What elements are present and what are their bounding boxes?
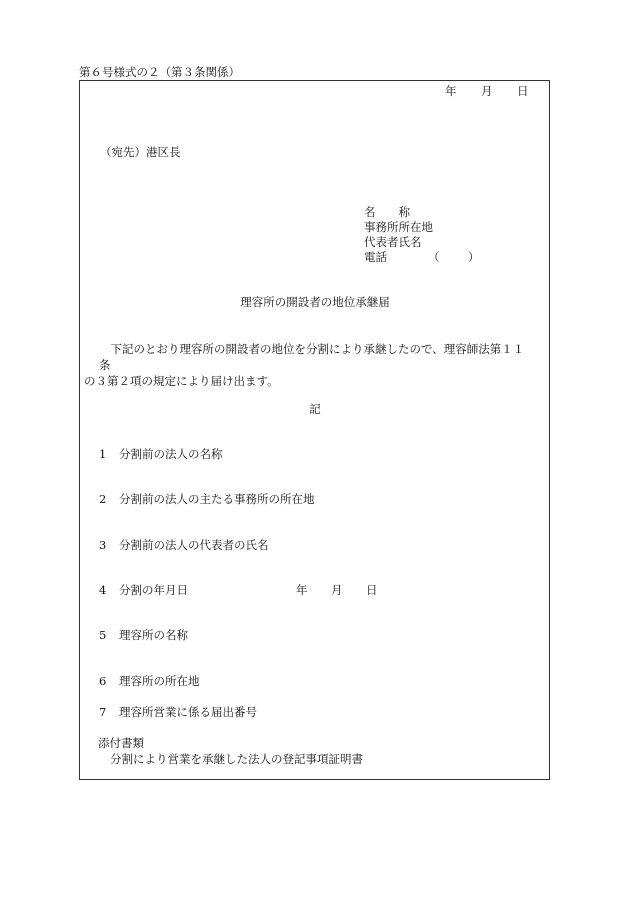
date-month-label: 月: [481, 84, 493, 98]
item-label: 理容所営業に係る届出番号: [119, 705, 257, 719]
applicant-representative-label: 代表者氏名: [364, 235, 422, 249]
item-label: 分割前の法人の名称: [119, 447, 223, 461]
item-number: 1: [99, 447, 107, 461]
split-date-day-label: 日: [366, 583, 378, 597]
split-date-month-label: 月: [331, 583, 343, 597]
attachment-item: 分割により営業を承継した法人の登記事項証明書: [110, 752, 363, 766]
addressee: （宛先）港区長: [100, 145, 181, 159]
body-line-2: の３第２項の規定により届け出ます。: [84, 374, 279, 388]
form-number-label: 第６号様式の２（第３条関係）: [79, 65, 240, 79]
item-label: 理容所の所在地: [119, 674, 200, 688]
attachments-title: 添付書類: [98, 736, 144, 750]
body-line-1: 下記のとおり理容所の開設者の地位を分割により承継したので、理容師法第１１条: [99, 342, 525, 372]
item-label: 理容所の名称: [119, 628, 188, 642]
item-number: 3: [99, 538, 107, 552]
item-number: 2: [99, 492, 107, 506]
split-date-year-label: 年: [296, 583, 308, 597]
ki-heading: 記: [309, 402, 321, 416]
item-label: 分割前の法人の主たる事務所の所在地: [119, 492, 315, 506]
document-title: 理容所の開設者の地位承継届: [240, 295, 390, 309]
item-label: 分割前の法人の代表者の氏名: [119, 538, 269, 552]
item-number: 5: [99, 628, 107, 642]
applicant-phone-label: 電話: [364, 250, 387, 264]
body-paragraph: [84, 341, 534, 389]
date-day-label: 日: [517, 84, 529, 98]
item-number: 6: [99, 674, 107, 688]
item-number: 4: [99, 583, 107, 597]
item-label: 分割の年月日: [119, 583, 188, 597]
item-number: 7: [99, 705, 107, 719]
applicant-name-label: 名 称: [364, 205, 410, 219]
phone-close-paren: ）: [468, 250, 480, 264]
date-year-label: 年: [445, 84, 457, 98]
applicant-office-address-label: 事務所所在地: [364, 220, 433, 234]
phone-open-paren: （: [428, 250, 440, 264]
